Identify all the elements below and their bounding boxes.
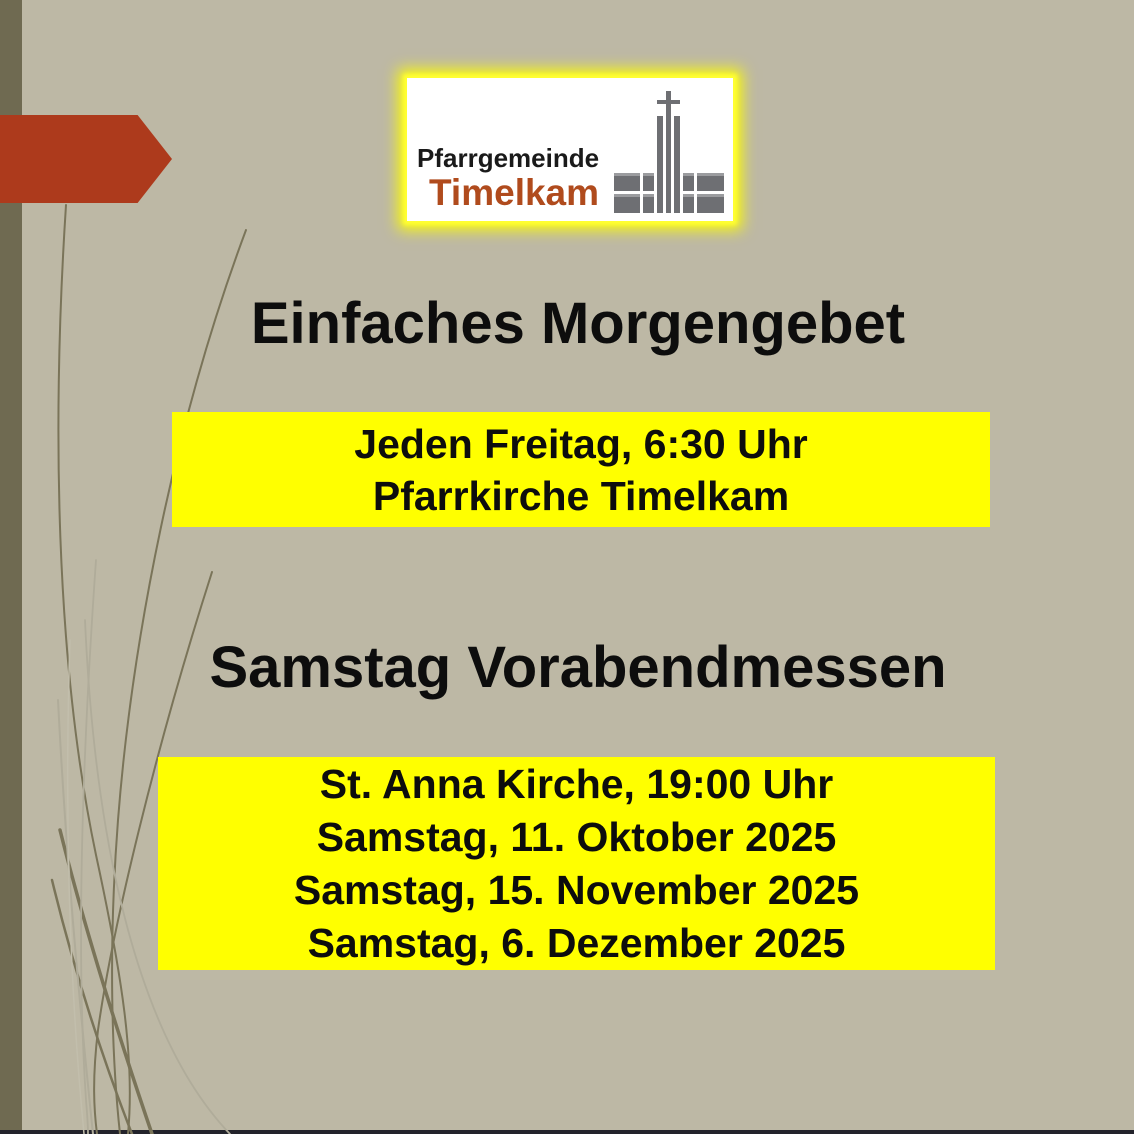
morgengebet-time-line: Jeden Freitag, 6:30 Uhr [354, 420, 808, 467]
red-arrow-shape [0, 115, 172, 203]
morgengebet-place-line: Pfarrkirche Timelkam [372, 472, 790, 519]
church-icon [611, 91, 727, 215]
vorabendmessen-date-line-1: Samstag, 11. Oktober 2025 [316, 813, 837, 860]
logo-org-name: Pfarrgemeinde [417, 142, 600, 173]
parish-logo [407, 78, 733, 221]
highlight-box-vorabendmessen [158, 757, 995, 970]
title-morgengebet: Einfaches Morgengebet [250, 291, 906, 356]
parish-logo-text [417, 142, 600, 214]
bottom-border-line [0, 1130, 1134, 1134]
vorabendmessen-place-line: St. Anna Kirche, 19:00 Uhr [319, 760, 834, 807]
highlight-box-morgengebet [172, 412, 990, 527]
vorabendmessen-date-line-3: Samstag, 6. Dezember 2025 [307, 919, 846, 966]
logo-parish-name: Timelkam [429, 172, 600, 214]
vorabendmessen-date-line-2: Samstag, 15. November 2025 [293, 866, 860, 913]
title-vorabendmessen: Samstag Vorabendmessen [209, 635, 947, 700]
